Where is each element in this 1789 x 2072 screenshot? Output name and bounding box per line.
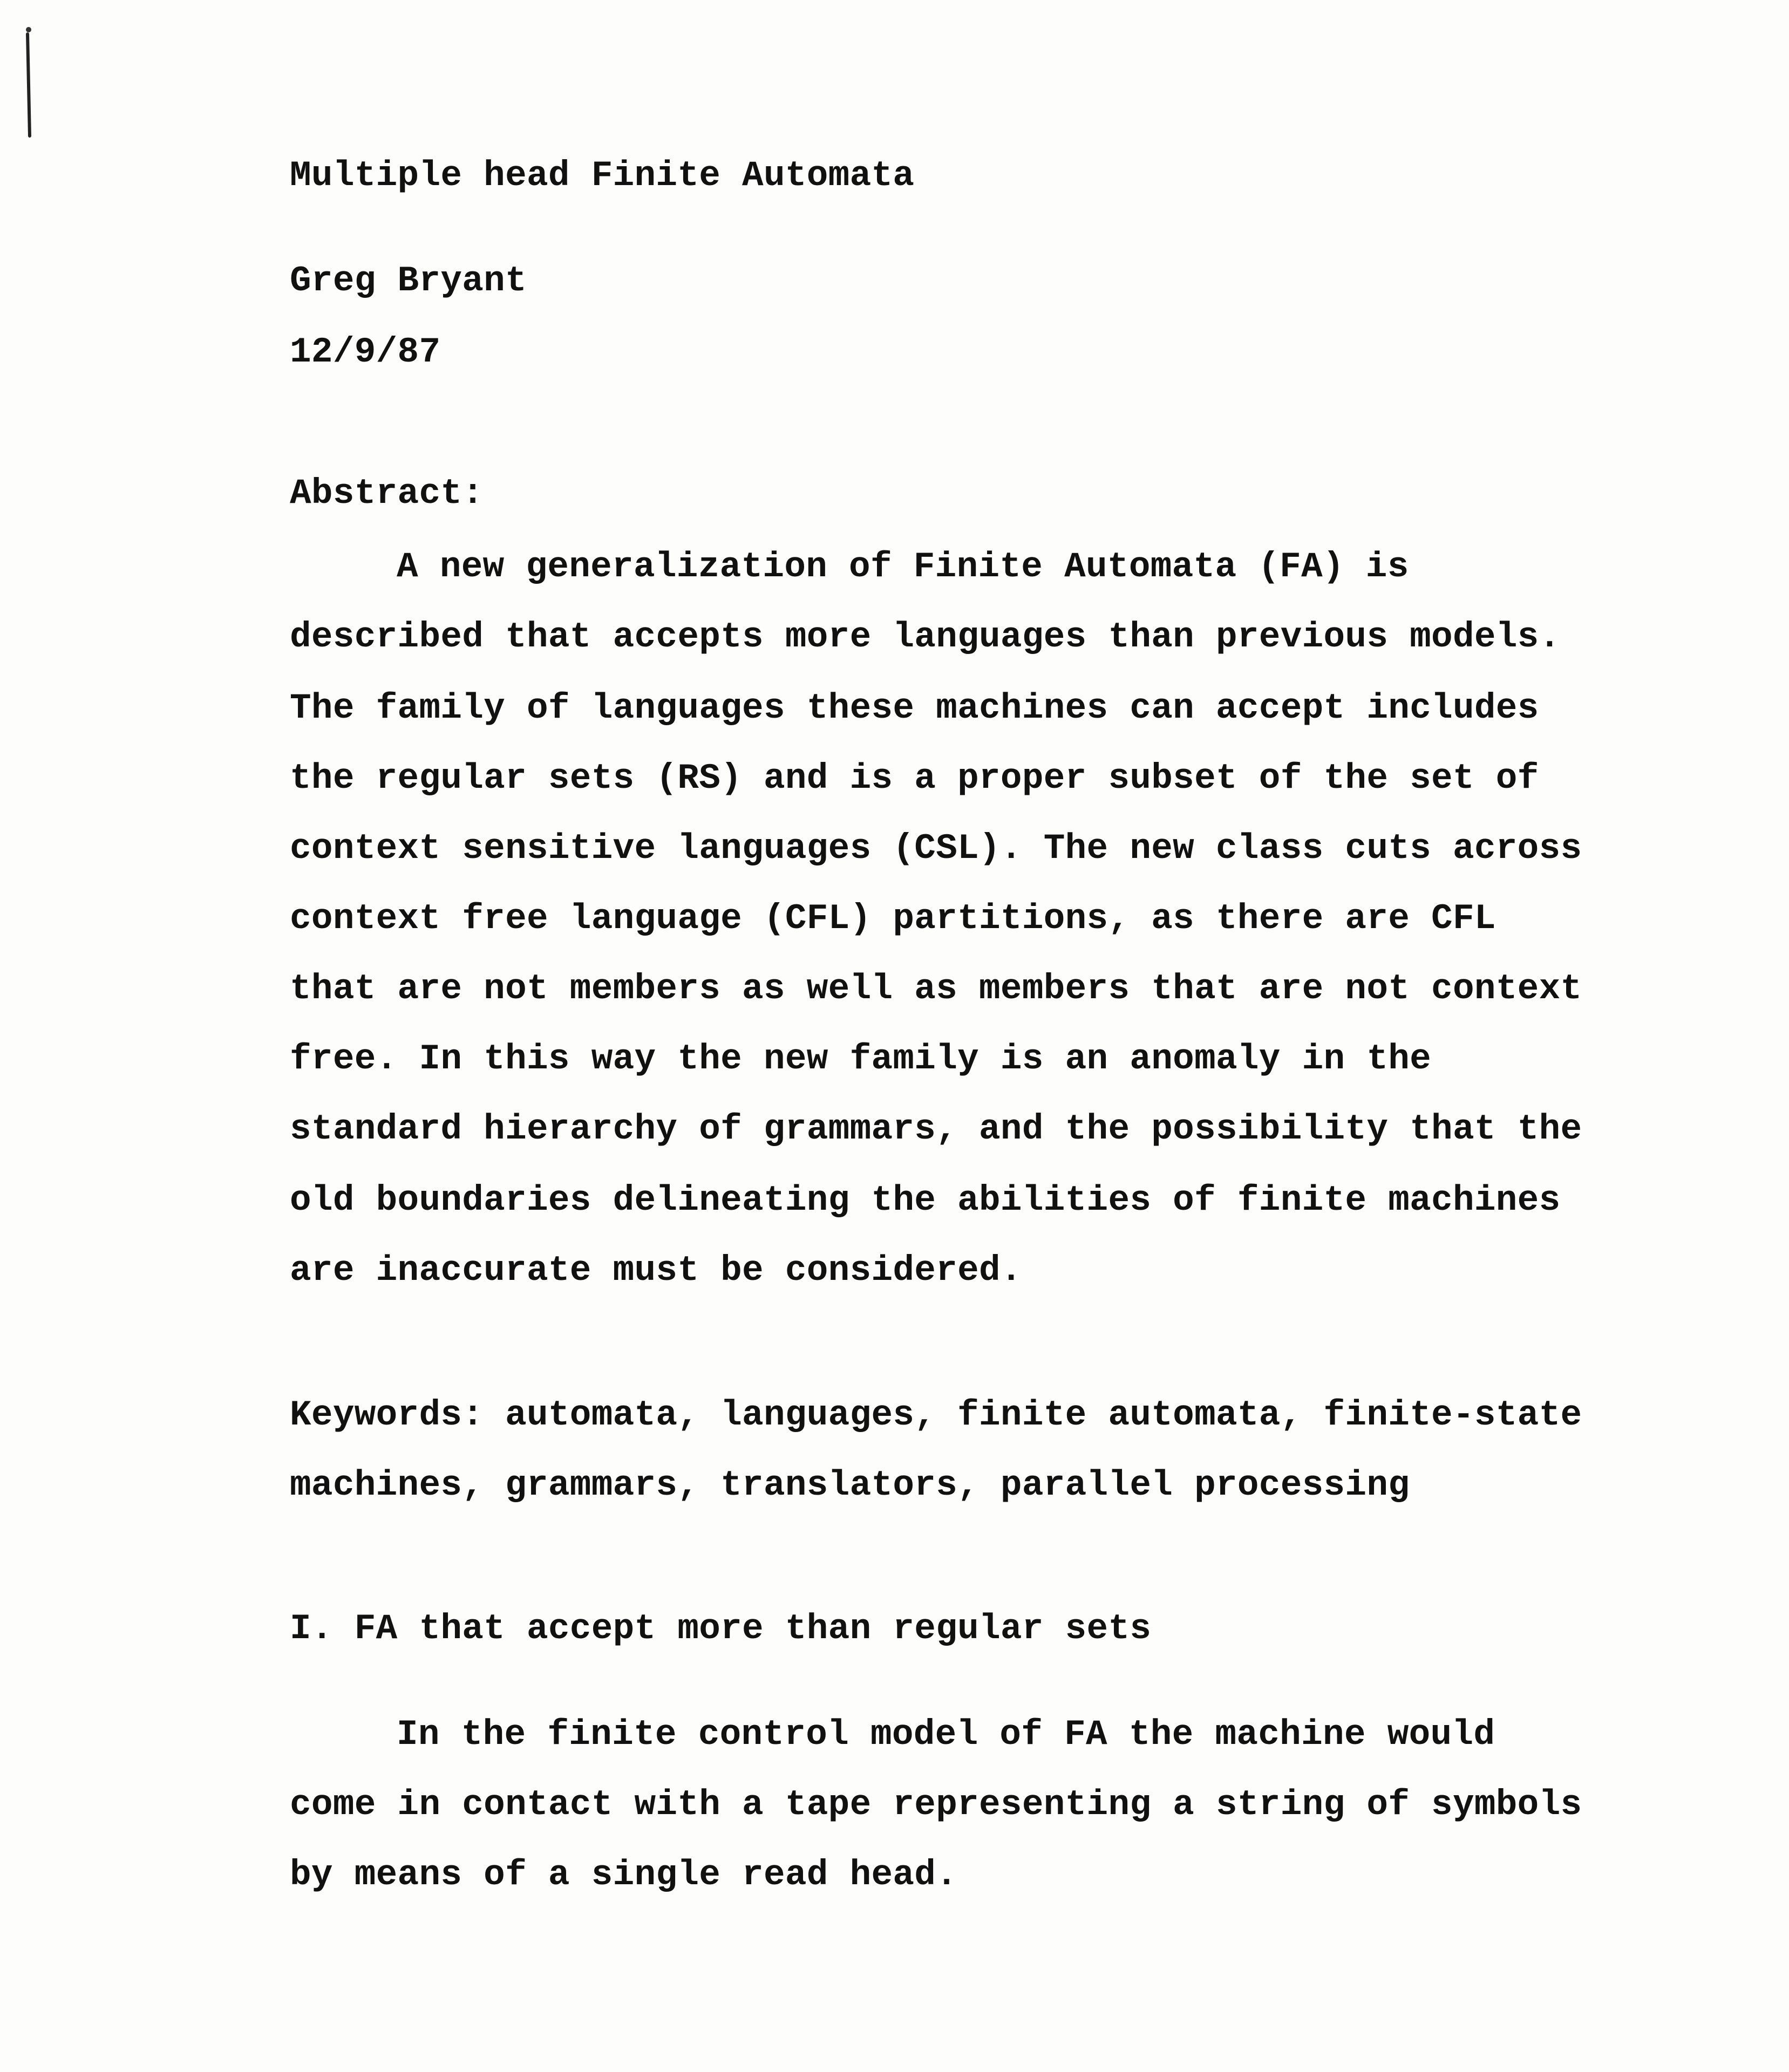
abstract-line-9: standard hierarchy of grammars, and the possibility that the	[290, 1109, 1582, 1149]
section-1-line-3: by means of a single read head.	[290, 1855, 958, 1895]
scan-artifact-line	[26, 32, 31, 138]
keywords-line-2: machines, grammars, translators, parallel processing	[290, 1465, 1410, 1505]
abstract-line-3: The family of languages these machines can accept includes	[290, 688, 1539, 728]
section-1-line-1: In the finite control model of FA the machine would	[397, 1714, 1495, 1755]
abstract-line-8: free. In this way the new family is an anomaly in the	[290, 1039, 1432, 1079]
paper-date: 12/9/87	[290, 332, 441, 372]
section-1-heading: I. FA that accept more than regular sets	[290, 1608, 1152, 1649]
abstract-line-4: the regular sets (RS) and is a proper subset of the set of	[290, 758, 1539, 799]
abstract-line-11: are inaccurate must be considered.	[290, 1250, 1022, 1291]
section-1-line-2: come in contact with a tape representing a string of symbols	[290, 1784, 1582, 1825]
abstract-line-7: that are not members as well as members that are not context	[290, 969, 1582, 1009]
abstract-line-1: A new generalization of Finite Automata (FA) is	[397, 547, 1409, 587]
paper-title: Multiple head Finite Automata	[290, 155, 915, 196]
abstract-line-5: context sensitive languages (CSL). The new class cuts across	[290, 828, 1582, 869]
scan-artifact-dot	[26, 27, 31, 32]
abstract-heading: Abstract:	[290, 473, 484, 514]
keywords-line-1: Keywords: automata, languages, finite automata, finite-state	[290, 1395, 1582, 1435]
author-name: Greg Bryant	[290, 261, 527, 301]
abstract-line-10: old boundaries delineating the abilities of finite machines	[290, 1180, 1561, 1221]
abstract-line-2: described that accepts more languages than previous models.	[290, 617, 1561, 657]
abstract-line-6: context free language (CFL) partitions, as there are CFL	[290, 898, 1496, 939]
